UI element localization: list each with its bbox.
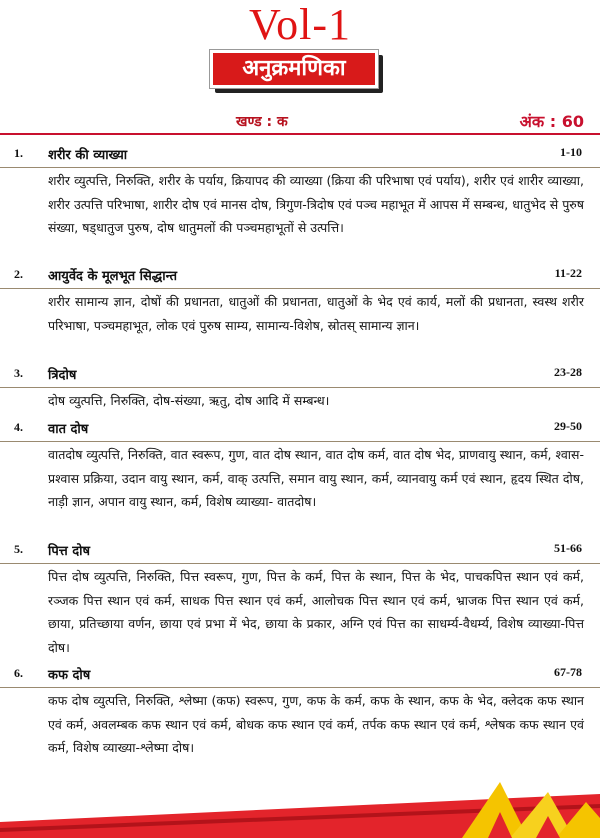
section-number: 5. bbox=[14, 542, 23, 556]
section-header bbox=[0, 263, 600, 289]
section-pages: 29-50 bbox=[554, 419, 582, 433]
section-number: 1. bbox=[14, 146, 23, 160]
section-title: कफ दोष bbox=[48, 668, 91, 683]
section-number: 4. bbox=[14, 420, 23, 434]
section-number: 6. bbox=[14, 666, 23, 680]
section-description: दोष व्युत्पत्ति, निरुक्ति, दोष-संख्या, ऋतु, दोष आदि में सम्बन्ध। bbox=[48, 393, 330, 408]
section-header bbox=[0, 662, 600, 688]
section-description: पित्त दोष व्युत्पत्ति, निरुक्ति, पित्त स्वरूप, गुण, पित्त के कर्म, पित्त के स्थान, पित्त के भेद, पाचकपित्त स्थान एवं कर्म, रञ्जक पित्त स्थान एवं कर्म, साधक पित्त स्थान एवं कर्म, आलोचक पित्त स्थान एवं कर्म, भ्राजक पित्त स्थान एवं कर्म, छाया, प्रतिच्छाया वर्णन, छाया एवं प्रभा में भेद, छाया के प्रकार, अग्नि एवं पित्त का साधर्म्य-वैधर्म्य, विशेष व्याख्या-पित्त दोष। bbox=[48, 569, 584, 655]
section-divider bbox=[0, 563, 600, 564]
section-title: त्रिदोष bbox=[48, 368, 77, 383]
section-description: कफ दोष व्युत्पत्ति, निरुक्ति, श्लेष्मा (कफ) स्वरूप, गुण, कफ के कर्म, कफ के स्थान, कफ के भेद, क्लेदक कफ स्थान एवं कर्म, अवलम्बक कफ स्थान एवं कर्म, बोधक कफ स्थान एवं कर्म, तर्पक कफ स्थान एवं कर्म, श्लेषक कफ स्थान एवं कर्म, विशेष व्याख्या-श्लेष्मा दोष। bbox=[48, 693, 584, 756]
page-title: अनुक्रमणिका bbox=[210, 50, 378, 88]
section-title: शरीर की व्याख्या bbox=[48, 148, 128, 163]
footer-decoration bbox=[0, 778, 600, 838]
section-pages: 11-22 bbox=[554, 266, 582, 280]
khand-label: खण्ड : क bbox=[236, 114, 288, 130]
section-header bbox=[0, 362, 600, 388]
section-description: शरीर व्युत्पत्ति, निरुक्ति, शरीर के पर्याय, क्रियापद की व्याख्या (क्रिया की परिभाषा एवं पर्याय), शरीर एवं शारीर व्याख्या, शरीर उत्पत्ति परिभाषा, शारीर दोष एवं मानस दोष, त्रिगुण-त्रिदोष एवं पञ्च महाभूत में आपस में सम्बन्ध, धातुभेद से पुरुष संख्या, षड्धातुज पुरुष, दोष धातुमलों की पञ्चमहाभूतों से उत्पत्ति। bbox=[48, 173, 584, 236]
section-title: वात दोष bbox=[48, 422, 89, 437]
header-divider bbox=[0, 133, 600, 135]
section-pages: 67-78 bbox=[554, 665, 582, 679]
section-divider bbox=[0, 167, 600, 168]
section-divider bbox=[0, 387, 600, 388]
section-header bbox=[0, 142, 600, 168]
section-header bbox=[0, 538, 600, 564]
section-description: शरीर सामान्य ज्ञान, दोषों की प्रधानता, धातुओं की प्रधानता, धातुओं के भेद एवं कार्य, मलों की प्रधानता, स्वस्थ शरीर परिभाषा, पञ्चमहाभूत, लोक एवं पुरुष साम्य, सामान्य-विशेष, स्रोतस् सामान्य ज्ञान। bbox=[48, 294, 584, 333]
section-pages: 1-10 bbox=[560, 145, 582, 159]
section-divider bbox=[0, 288, 600, 289]
section-pages: 51-66 bbox=[554, 541, 582, 555]
section-title: आयुर्वेद के मूलभूत सिद्धान्त bbox=[48, 269, 177, 284]
section-number: 2. bbox=[14, 267, 23, 281]
section-header bbox=[0, 416, 600, 442]
heading-banner bbox=[210, 50, 386, 96]
section-divider bbox=[0, 687, 600, 688]
marks-label: अंक : 60 bbox=[519, 112, 584, 131]
section-divider bbox=[0, 441, 600, 442]
section-title: पित्त दोष bbox=[48, 544, 91, 559]
section-pages: 23-28 bbox=[554, 365, 582, 379]
section-description: वातदोष व्युत्पत्ति, निरुक्ति, वात स्वरूप, गुण, वात दोष स्थान, वात दोष कर्म, वात दोष भेद, प्राणवायु स्थान, कर्म, श्वास- प्रश्वास प्रक्रिया, उदान वायु स्थान, कर्म, वाक् उत्पत्ति, समान वायु स्थान, कर्म, व्यानवायु कर्म एवं स्थान, हृदय स्थित दोष, नाड़ी ज्ञान, अपान वायु स्थान, कर्म, विशेष व्याख्या- वातदोष। bbox=[48, 447, 584, 510]
volume-label: Vol-1 bbox=[249, 0, 351, 49]
section-number: 3. bbox=[14, 366, 23, 380]
